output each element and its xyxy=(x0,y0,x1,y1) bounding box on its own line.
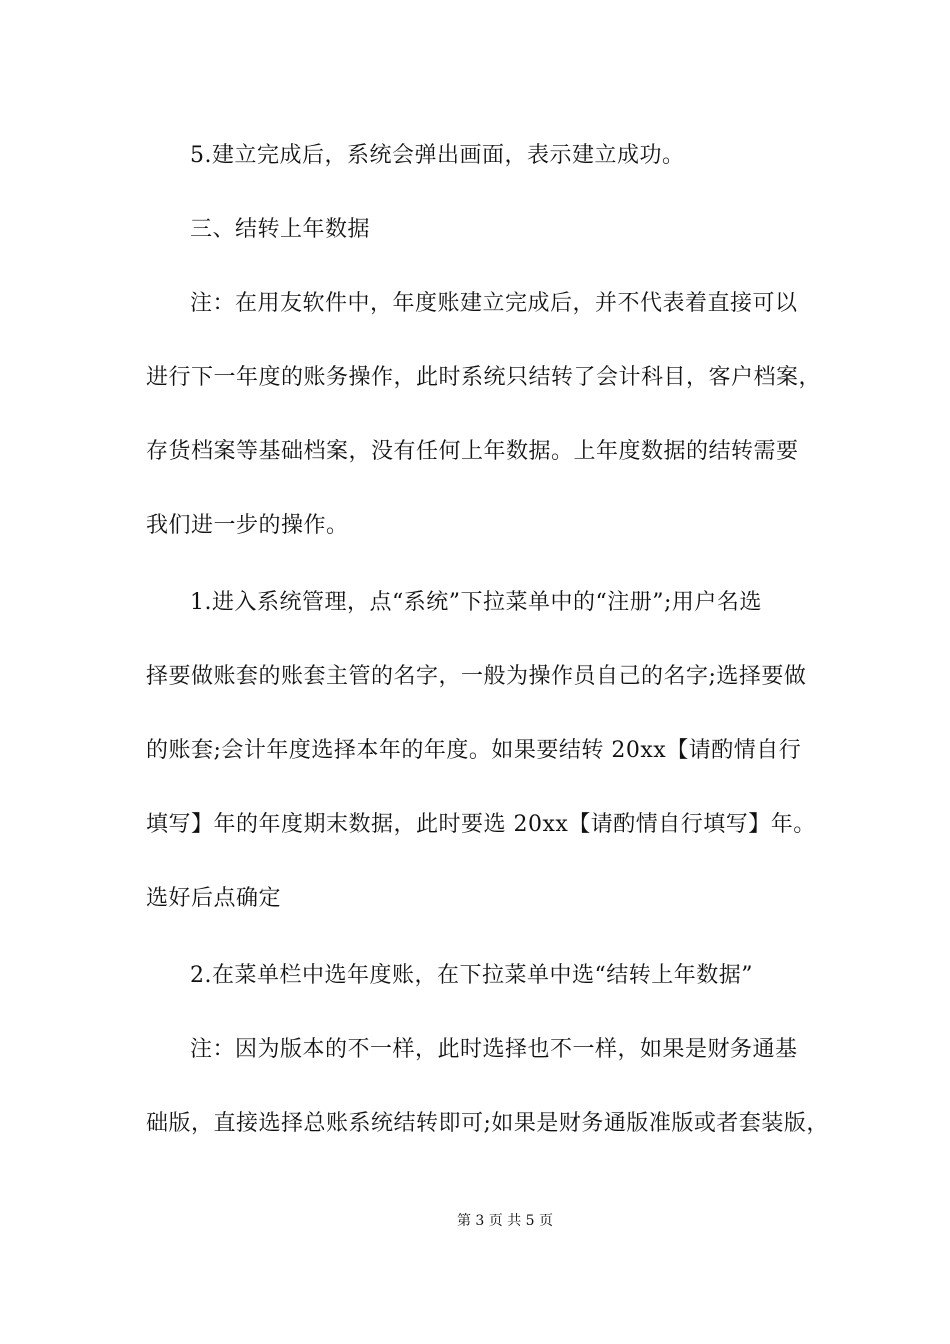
page-footer xyxy=(0,1212,950,1230)
paragraph-line: 进行下一年度的账务操作，此时系统只结转了会计科目，客户档案， xyxy=(146,365,822,390)
paragraph-line: 注：在用友软件中，年度账建立完成后，并不代表着直接可以 xyxy=(190,291,798,316)
paragraph-line: 填写】年的年度期末数据，此时要选 20xx【请酌情自行填写】年。 xyxy=(146,812,816,837)
paragraph-line: 5.建立完成后，系统会弹出画面，表示建立成功。 xyxy=(190,143,685,168)
paragraph-line: 2.在菜单栏中选年度账，在下拉菜单中选“结转上年数据” xyxy=(190,963,753,988)
paragraph-line: 础版，直接选择总账系统结转即可;如果是财务通版准版或者套装版， xyxy=(146,1111,829,1136)
section-heading: 三、结转上年数据 xyxy=(190,217,371,242)
paragraph-line: 1.进入系统管理，点“系统”下拉菜单中的“注册”;用户名选 xyxy=(190,590,762,615)
paragraph-line: 注：因为版本的不一样，此时选择也不一样，如果是财务通基 xyxy=(190,1037,798,1062)
page-number: 第 3 页 共 5 页 xyxy=(456,1213,554,1229)
paragraph-line: 存货档案等基础档案，没有任何上年数据。上年度数据的结转需要 xyxy=(146,439,799,464)
paragraph-line: 的账套;会计年度选择本年的年度。如果要结转 20xx【请酌情自行 xyxy=(146,738,802,763)
paragraph-line: 选好后点确定 xyxy=(146,886,282,911)
paragraph-line: 择要做账套的账套主管的名字，一般为操作员自己的名字;选择要做 xyxy=(146,664,807,689)
paragraph-line: 我们进一步的操作。 xyxy=(146,513,349,538)
